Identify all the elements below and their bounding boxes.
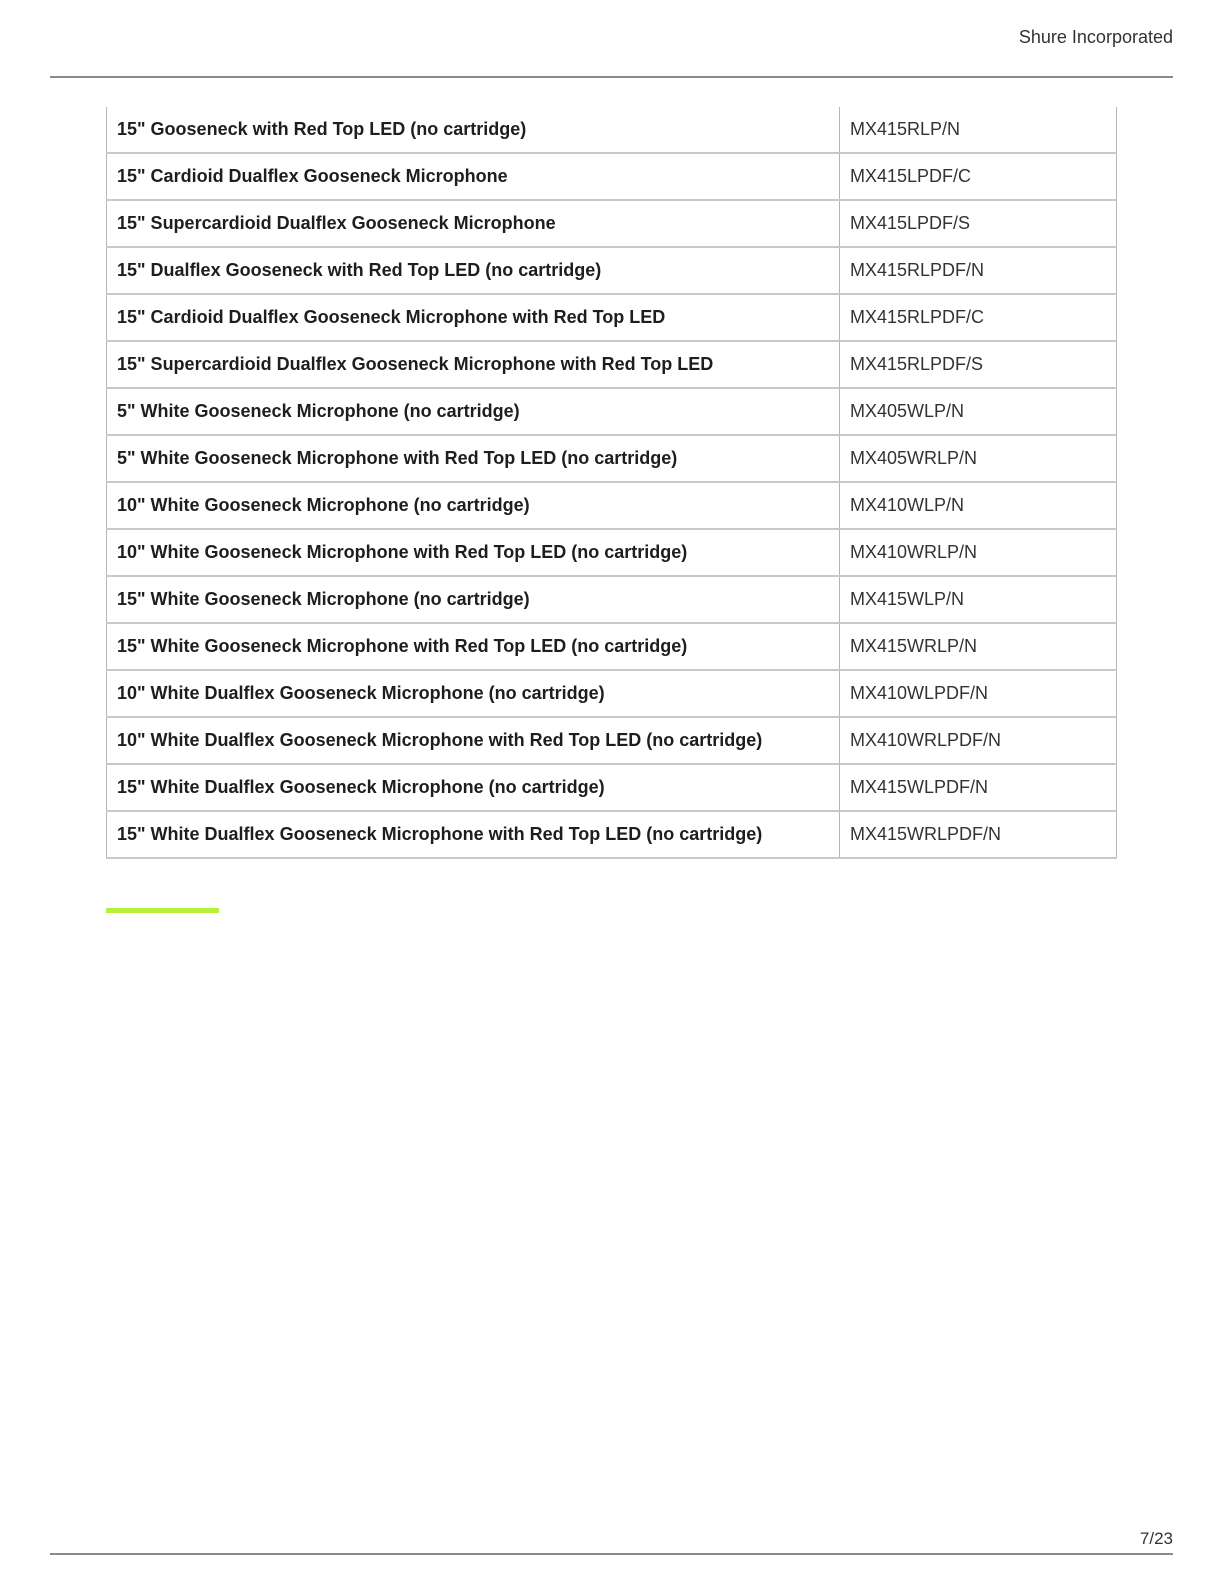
table-row (107, 764, 1117, 811)
row-description: 15" Gooseneck with Red Top LED (no cartridge) (107, 107, 840, 153)
model-table-body (107, 107, 1117, 858)
header-company-name: Shure Incorporated (1018, 27, 1173, 47)
row-description: 15" White Gooseneck Microphone with Red Top LED (no cartridge) (107, 623, 840, 670)
model-table (106, 107, 1117, 859)
row-description: 15" White Dualflex Gooseneck Microphone (no cartridge) (107, 764, 840, 811)
row-model-number: MX410WRLP/N (840, 529, 1117, 576)
row-model-number: MX415WRLPDF/N (840, 811, 1117, 858)
row-model-number: MX415WLPDF/N (840, 764, 1117, 811)
table-row (107, 623, 1117, 670)
table-row (107, 341, 1117, 388)
row-model-number: MX410WLPDF/N (840, 670, 1117, 717)
footer-divider (50, 1553, 1173, 1555)
row-model-number: MX415WRLP/N (840, 623, 1117, 670)
row-model-number: MX415LPDF/S (840, 200, 1117, 247)
table-row (107, 435, 1117, 482)
row-model-number: MX415LPDF/C (840, 153, 1117, 200)
table-row (107, 388, 1117, 435)
row-model-number: MX415RLPDF/S (840, 341, 1117, 388)
row-description: 5" White Gooseneck Microphone (no cartridge) (107, 388, 840, 435)
row-description: 10" White Gooseneck Microphone with Red Top LED (no cartridge) (107, 529, 840, 576)
row-model-number: MX415RLPDF/N (840, 247, 1117, 294)
table-row (107, 294, 1117, 341)
row-model-number: MX415WLP/N (840, 576, 1117, 623)
table-row (107, 670, 1117, 717)
row-description: 15" Cardioid Dualflex Gooseneck Microphone with Red Top LED (107, 294, 840, 341)
row-description: 5" White Gooseneck Microphone with Red Top LED (no cartridge) (107, 435, 840, 482)
table-row (107, 576, 1117, 623)
table-row (107, 717, 1117, 764)
section-accent-bar (106, 908, 219, 913)
row-model-number: MX410WLP/N (840, 482, 1117, 529)
table-row (107, 247, 1117, 294)
page-number: 7/23 (1139, 1529, 1173, 1548)
row-description: 10" White Dualflex Gooseneck Microphone (no cartridge) (107, 670, 840, 717)
row-description: 10" White Gooseneck Microphone (no cartridge) (107, 482, 840, 529)
row-model-number: MX405WRLP/N (840, 435, 1117, 482)
table-row (107, 200, 1117, 247)
table-row (107, 811, 1117, 858)
model-table-container (106, 107, 1117, 859)
row-description: 15" Supercardioid Dualflex Gooseneck Microphone (107, 200, 840, 247)
row-description: 15" Dualflex Gooseneck with Red Top LED (no cartridge) (107, 247, 840, 294)
row-model-number: MX410WRLPDF/N (840, 717, 1117, 764)
row-description: 15" Supercardioid Dualflex Gooseneck Microphone with Red Top LED (107, 341, 840, 388)
row-description: 15" White Dualflex Gooseneck Microphone with Red Top LED (no cartridge) (107, 811, 840, 858)
row-description: 15" Cardioid Dualflex Gooseneck Microphone (107, 153, 840, 200)
table-row (107, 153, 1117, 200)
row-model-number: MX415RLP/N (840, 107, 1117, 153)
row-description: 10" White Dualflex Gooseneck Microphone with Red Top LED (no cartridge) (107, 717, 840, 764)
row-model-number: MX405WLP/N (840, 388, 1117, 435)
row-model-number: MX415RLPDF/C (840, 294, 1117, 341)
header-divider (50, 76, 1173, 78)
table-row (107, 482, 1117, 529)
row-description: 15" White Gooseneck Microphone (no cartridge) (107, 576, 840, 623)
table-row (107, 107, 1117, 153)
table-row (107, 529, 1117, 576)
